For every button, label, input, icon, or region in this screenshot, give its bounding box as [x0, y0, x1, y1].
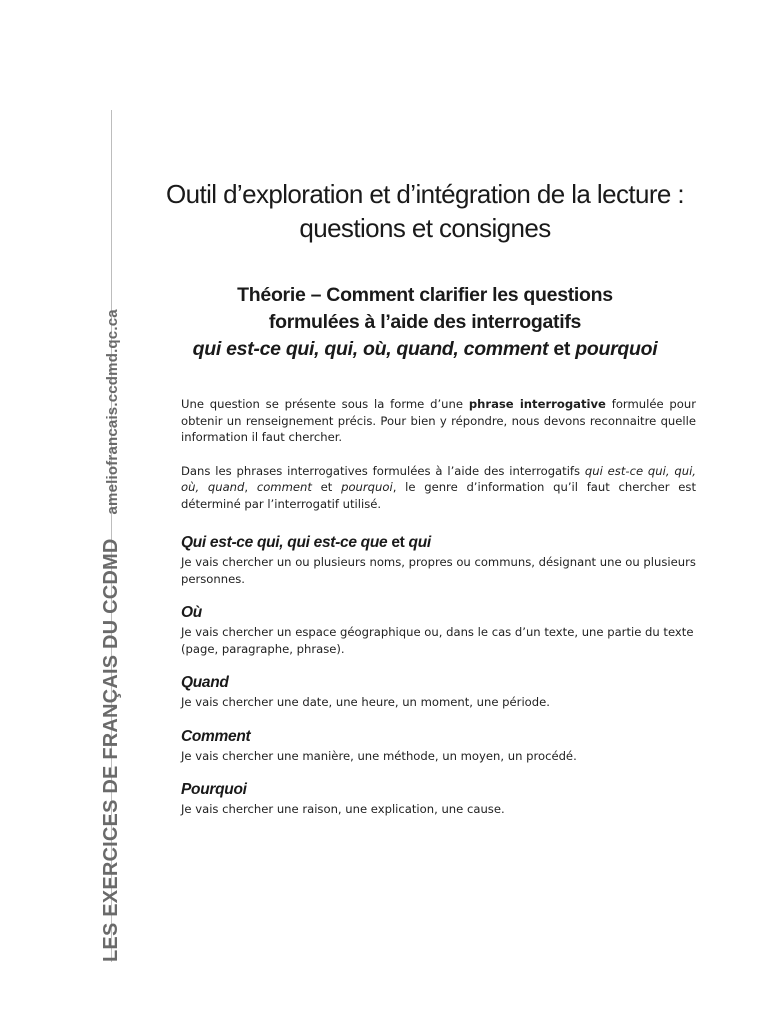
intro-p1-bold: phrase interrogative [468, 397, 606, 411]
intro-p2-italic-2: comment [256, 480, 312, 494]
series-name: LES EXERCICES DE FRANÇAIS DU CCDMD [100, 538, 122, 962]
section-comment [181, 728, 696, 765]
section-text-comment: Je vais chercher une manière, une méthode, un moyen, un procédé. [181, 748, 577, 763]
heading-qui-part-2: qui [408, 534, 431, 551]
section-title-line-1: Théorie – Comment clarifier les questions [237, 284, 613, 306]
page-title-line-2: questions et consignes [299, 213, 551, 243]
document-body [181, 396, 696, 835]
intro-p1-text-a: Une question se présente sous la forme d’une [181, 397, 469, 411]
section-title-and: et [548, 338, 576, 360]
intro-p1-text-b: formulée pour obtenir un renseignement précis. Pour bien y répondre, nous devons reconnaitre quelle information il faut chercher. [181, 397, 696, 444]
section-text-quand: Je vais chercher une date, une heure, un moment, une période. [181, 695, 550, 709]
page-title [140, 177, 710, 245]
section-qui [181, 534, 696, 587]
intro-p2-sep: , [244, 480, 257, 494]
section-ou [181, 604, 696, 657]
page-title-line-1: Outil d’exploration et d’intégration de la lecture : [165, 179, 684, 209]
intro-p2-and: et [311, 480, 342, 494]
intro-p2-italic-3: pourquoi [341, 480, 393, 494]
intro-paragraph-1 [181, 396, 696, 446]
section-pourquoi [181, 781, 696, 818]
section-heading-comment: Comment [181, 727, 251, 745]
section-text-pourquoi: Je vais chercher une raison, une explication, une cause. [181, 802, 505, 816]
section-title [140, 282, 710, 363]
intro-paragraph-2 [181, 463, 696, 513]
section-text-ou: Je vais chercher un espace géographique ou, dans le cas d’un texte, une partie du texte (page, paragraphe, phrase). [181, 625, 694, 656]
section-title-interrogatives: qui est-ce qui, qui, où, quand, comment [192, 338, 549, 360]
section-heading-ou: Où [181, 604, 202, 621]
section-heading-qui [181, 534, 696, 552]
section-quand [181, 674, 696, 711]
intro-p2-text-a: Dans les phrases interrogatives formulées à l’aide des interrogatifs [181, 463, 585, 478]
section-text-qui: Je vais chercher un ou plusieurs noms, propres ou communs, désignant une ou plusieurs personnes. [181, 555, 696, 586]
website-url: ameliofrancais.ccdmd.qc.ca [104, 309, 121, 515]
sidebar-branding [100, 309, 123, 962]
section-heading-quand: Quand [181, 674, 229, 691]
heading-qui-and: et [387, 534, 409, 551]
intro-p2-text-b: , le genre d’information qu’il faut chercher est déterminé par l’interrogatif utilisé. [181, 480, 696, 511]
heading-qui-part-1: Qui est-ce qui, qui est-ce que [181, 534, 388, 551]
section-heading-pourquoi: Pourquoi [181, 781, 247, 798]
section-title-line-2: formulées à l’aide des interrogatifs [268, 311, 582, 333]
intro-p2-italic-1: qui est-ce qui, qui, où, quand [181, 463, 696, 494]
section-title-pourquoi: pourquoi [575, 338, 658, 360]
